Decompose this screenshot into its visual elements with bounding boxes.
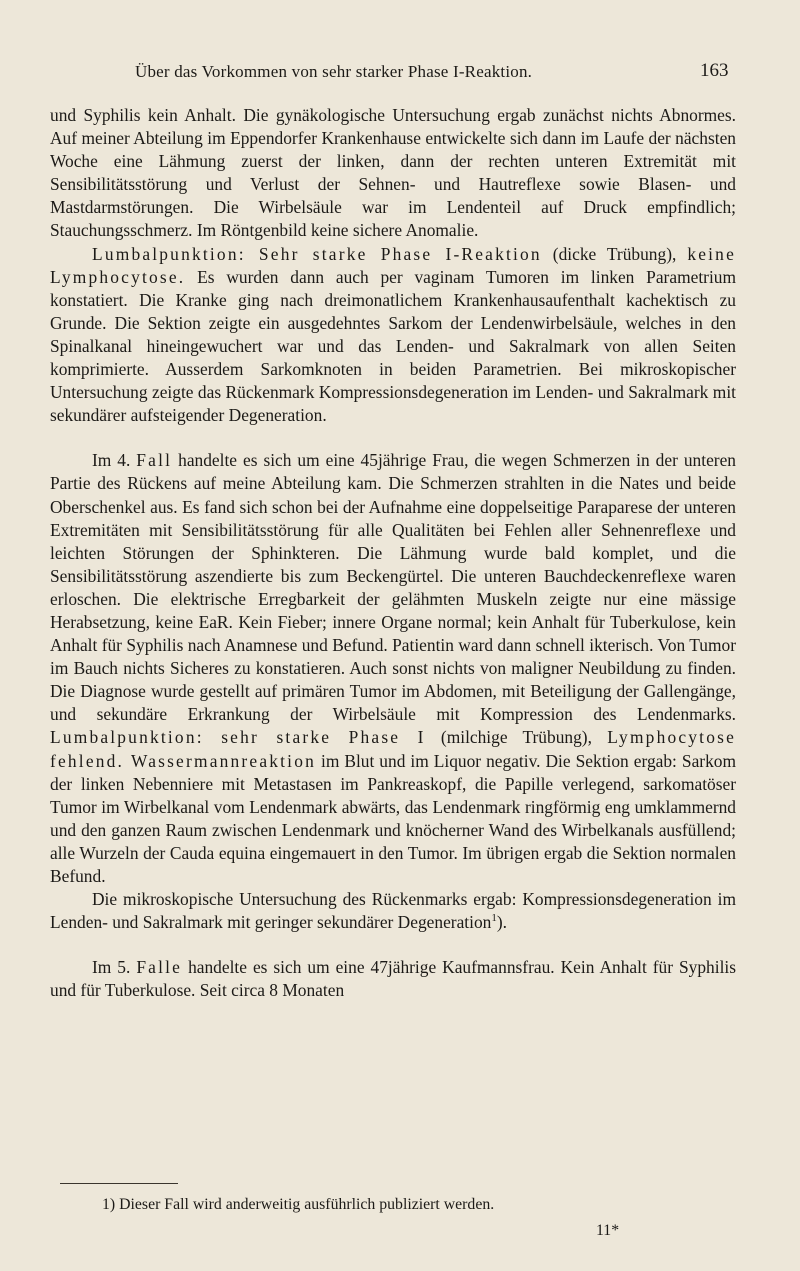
page-number: 163 [700,60,729,81]
paragraph-3-text-b: handelte es sich um eine 45jährige Frau, die wegen Schmerzen in der unteren Partie des Rückens auf meine Abteilung kam. Die Schmerzen strahlten in die Nates und beide Oberschenkel aus. Es fand sich schon bei der Aufnahme eine doppelseitige Paraparese der unteren Extremitäten mit Sensibilitätsstörung für alle Qualitäten bei Fehlen aller Sehnenreflexe und leichten Störungen der Sphinkteren. Die Lähmung wurde bald komplet, und die Sensibilitätsstörung aszendierte bis zum Beckengürtel. Die unteren Bauchdeckenreflexe waren erloschen. Die elektrische Erregbarkeit der gelähmten Muskeln zeigte nur eine mässige Herabsetzung, keine EaR. Kein Fieber; innere Organe normal; kein Anhalt für Tuberkulose, kein Anhalt für Syphilis nach Anamnese und Befund. Patientin ward dann schnell ikterisch. Von Tumor im Bauch nichts Sicheres zu konstatieren. Auch sonst nichts von maligner Neubildung zu finden. Die Diagnose wurde gestellt auf primären Tumor im Abdomen, mit Beteiligung der Gallengänge, und sekundäre Erkrankung der Wirbelsäule mit Kompression des Lendenmarks. [50,450,736,725]
paragraph-5 [50,956,736,1002]
spaced-emphasis-5: Lymphocytose fehlend. Wassermannreaktion [50,727,736,771]
footnote-reference: 1 [491,912,497,925]
body-text [50,104,736,1002]
sheet-signature: 11* [596,1222,620,1239]
footnote-marker: 1) [102,1196,116,1213]
paragraph-4-end: ). [496,912,507,933]
paragraph-1: und Syphilis kein Anhalt. Die gynäkologische Untersuchung ergab zunächst nichts Abnormes. Auf meiner Abteilung im Eppendorfer Krankenhause entwickelte sich dann im Laufe der nächsten Woche eine Lähmung zuerst der linken, dann der rechten unteren Extremität mit Sensibilitätsstörung und Verlust der Sehnen- und Hautreflexe sowie Blasen- und Mastdarmstörungen. Die Wirbelsäule war im Lendenteil auf Druck empfindlich; Stauchungsschmerz. Im Röntgenbild keine sichere Anomalie. [50,105,736,241]
spaced-emphasis-3: Fall [136,450,173,471]
paragraph-4 [50,888,736,934]
paragraph-3 [50,449,736,888]
paragraph-2 [50,243,736,428]
paragraph-4-text: Die mikroskopische Untersuchung des Rückenmarks ergab: Kompressionsdegeneration im Lenden- und Sakralmark mit geringer sekundärer Degeneration [50,889,736,933]
footnote-divider [60,1183,178,1184]
spaced-emphasis-4: Lumbalpunktion: sehr starke Phase I [50,727,426,748]
spaced-emphasis-2: keine Lymphocytose. [50,243,736,287]
paragraph-3-text-d: im Blut und im Liquor negativ. Die Sektion ergab: Sarkom der linken Nebenniere mit Metastasen im Pankreaskopf, die Papille verlegend, sarkomatöser Tumor im Wirbelkanal vom Lendenmark abwärts, das Lendenmark ringförmig eng umklammernd und den ganzen Raum zwischen Lendenmark und knöcherner Wand des Wirbelkanals ausfüllend; alle Wurzeln der Cauda equina eingemauert in den Tumor. Im übrigen ergab die Sektion normalen Befund. [50,750,736,886]
paragraph-3-text-a: Im 4. [92,450,137,471]
footnote [102,1196,494,1214]
spaced-emphasis: Lumbalpunktion: Sehr starke Phase I-Reaktion [92,243,542,264]
running-head: Über das Vorkommen von sehr starker Phase I-Reaktion. [135,62,533,81]
paragraph-2-text-b: Es wurden dann auch per vaginam Tumoren im linken Parametrium konstatiert. Die Kranke ging nach dreimonatlichem Krankenhausaufenthalt kachektisch zu Grunde. Die Sektion zeigte ein ausgedehntes Sarkom der Lendenwirbelsäule, welches in den Spinalkanal hineingewuchert war und das Lenden- und Sakralmark von allen Seiten komprimierte. Ausserdem Sarkomknoten in beiden Parametrien. Bei mikroskopischer Untersuchung zeigte das Rückenmark Kompressionsdegeneration im Lenden- und Sakralmark mit sekundärer aufsteigender Degeneration. [50,266,736,426]
paragraph-3-text-c: (milchige Trübung), [425,727,608,748]
paragraph-2-text-a: (dicke Trübung), [541,243,688,264]
paragraph-5-text-b: handelte es sich um eine 47jährige Kaufmannsfrau. Kein Anhalt für Syphilis und für Tuberkulose. Seit circa 8 Monaten [50,957,737,1001]
spaced-emphasis-6: Falle [136,957,183,978]
paragraph-5-text-a: Im 5. [92,957,137,978]
footnote-text: Dieser Fall wird anderweitig ausführlich publiziert werden. [119,1196,495,1213]
